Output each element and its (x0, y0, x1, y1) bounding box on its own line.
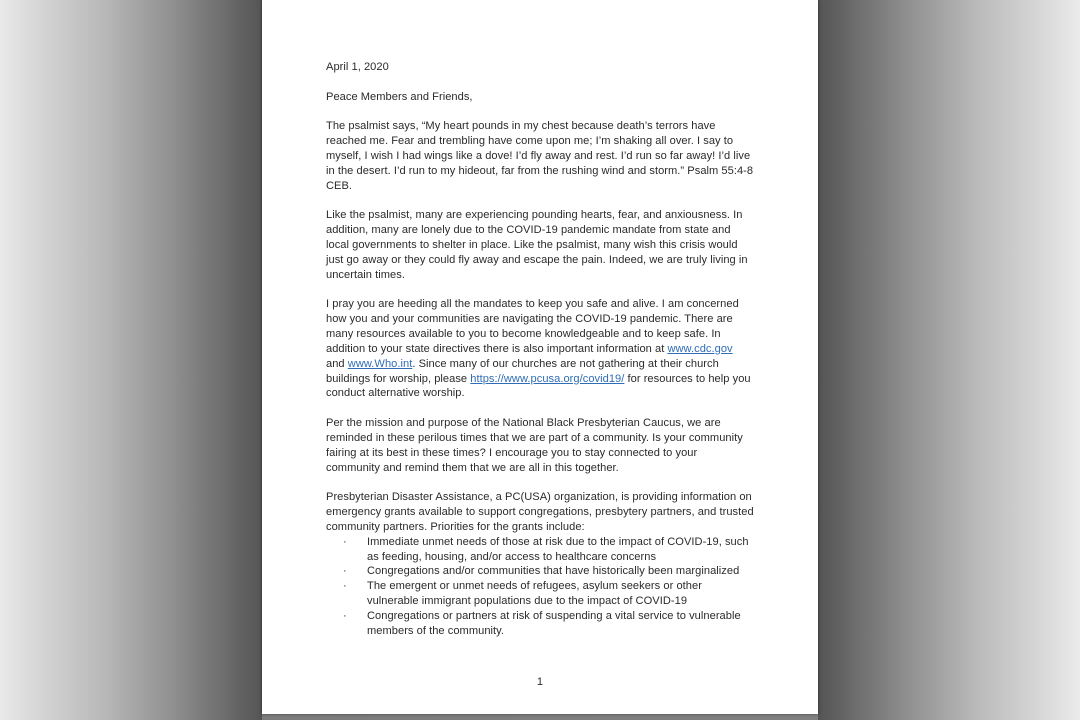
list-item (326, 535, 754, 565)
list-item (326, 579, 754, 609)
paragraph-like-the-psalmist: Like the psalmist, many are experiencing pounding hearts, fear, and anxiousness. In addition, many are lonely due to the COVID-19 pandemic mandate from state and local governments to shelter in place. Like the psalmist, many wish this crisis would just go away or they could fly away and escape the pain. Indeed, we are truly living in uncertain times. (326, 209, 748, 281)
letter-salutation: Peace Members and Friends, (326, 90, 473, 103)
grant-priorities-list (326, 535, 754, 639)
link-cdc-gov[interactable]: www.cdc.gov (667, 342, 733, 355)
bullet-icon: · (343, 609, 347, 622)
letter-date: April 1, 2020 (326, 61, 389, 73)
paragraph-grants-intro: Presbyterian Disaster Assistance, a PC(USA) organization, is providing information on emergency grants available to support congregations, presbytery partners, and trusted community partners. Priorities for the grants include: (326, 491, 754, 533)
page-shadow-right (818, 0, 1080, 720)
document-page (262, 0, 818, 714)
link-pcusa-covid19[interactable]: https://www.pcusa.org/covid19/ (470, 372, 625, 385)
paragraph-psalm-quote: The psalmist says, “My heart pounds in my chest because death’s terrors have reached me. Fear and trembling have come upon me; I’m shaking all over. I say to myself, I wish I had wings like a dove! I’d fly away and rest. I’d run so far away! I’d live in the desert. I’d run to my hideout, far from the rushing wind and storm.” Psalm 55:4-8 CEB. (326, 120, 754, 192)
list-item (326, 609, 754, 639)
list-item-text: Immediate unmet needs of those at risk due to the impact of COVID-19, such as feeding, housing, and/or access to healthcare concerns (367, 535, 749, 563)
page-number: 1 (536, 676, 544, 688)
list-item-text: Congregations and/or communities that have historically been marginalized (367, 565, 740, 578)
page-shadow-left (0, 0, 262, 720)
paragraph-resources (326, 297, 754, 401)
resources-text-segment-2: and (326, 357, 348, 370)
list-item-text: Congregations or partners at risk of suspending a vital service to vulnerable members of the community. (367, 609, 741, 637)
resources-text-segment-3: . Since many of our churches are not gathering at their church buildings for worship, please (326, 357, 719, 385)
bullet-icon: · (343, 580, 347, 593)
paragraph-community-mission: Per the mission and purpose of the National Black Presbyterian Caucus, we are reminded in these perilous times that we are part of a community. Is your community fairing at its best in these times? I encourage you to stay connected to your community and remind them that we are all in this together. (326, 417, 743, 474)
resources-text-segment-1: I pray you are heeding all the mandates to keep you safe and alive. I am concerned how you and your communities are navigating the COVID-19 pandemic. There are many resources available to you to become knowledgeable and to keep safe. In addition to your state directives there is also important information at (326, 298, 739, 355)
list-item (326, 564, 754, 579)
resources-text-segment-4: for resources to help you conduct alternative worship. (326, 372, 751, 400)
list-item-text: The emergent or unmet needs of refugees, asylum seekers or other vulnerable immigrant populations due to the impact of COVID-19 (367, 580, 702, 608)
page-content (326, 60, 754, 639)
bullet-icon: · (343, 565, 347, 578)
bullet-icon: · (343, 535, 347, 548)
link-who-int[interactable]: www.Who.int (347, 357, 413, 370)
